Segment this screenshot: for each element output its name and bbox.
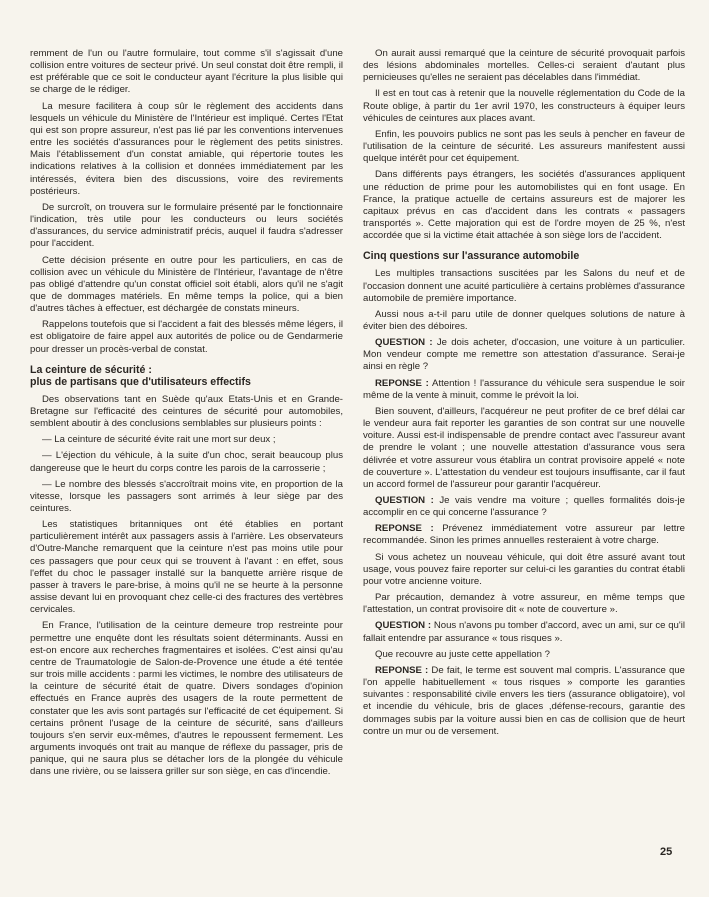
answer-text: Bien souvent, d'ailleurs, l'acquéreur ne peut profiter de ce bref délai car le vendeur aura fait reporter les garanties de son contrat sur une nouvelle voiture. Aussi est-il indispensable de prendre contact avec l'assureur avant de prendre le volant ; une nouvelle attestation d'assurance vous sera délivrée et votre assureur vous établira un contrat provisoire appelé « note de couverture ». L'attestation du vendeur est toujours insuffisante, car il faut un accord formel de l'assureur pour garantir l'acquéreur. — [363, 405, 685, 490]
answer-text: Attention ! l'assurance du véhicule sera suspendue le soir même de la vente à minuit, comme le prévoit la loi. — [363, 377, 685, 401]
question-text: Nous n'avons pu tomber d'accord, avec un ami, sur ce qu'il fallait entendre par assurance « tous risques ». — [363, 620, 685, 644]
paragraph: On aurait aussi remarqué que la ceinture de sécurité provoquait parfois des lésions abdominales mortelles. Celles-ci seraient d'autant plus pernicieuses qu'elles ne seraient pas décelables dans l'immédiat. — [363, 48, 685, 84]
paragraph: Les statistiques britanniques ont été établies en portant particulièrement intérêt aux passagers assis à l'arrière. Les observateurs d'Outre-Manche remarquent que la ceinture n'est pas moins utile pour ces passagers que pour ceux qui se trouvent à l'avant : en effet, sous l'effet du choc le passager installé sur la banquette arrière risque de passer à travers le pare-brise, à moins qu'il ne se heurte à la personne assise devant lui en provoquant chez celle-ci des fractures des vertèbres cervicales. — [30, 519, 343, 616]
paragraph — [363, 649, 685, 661]
list-item: — La ceinture de sécurité évite rait une mort sur deux ; — [42, 434, 276, 446]
paragraph — [363, 406, 685, 491]
heading-line: plus de partisans que d'utilisateurs effectifs — [30, 375, 251, 388]
answer-text: De fait, le terme est souvent mal compris. L'assurance que l'on appelle habituellement « tous risques » comporte les garanties suivantes : responsabilité civile envers les tiers (assurance obligatoire), vol et incendie du véhicule, bris de glaces ,défense-recours, garantie des dommages subis par la voiture aussi bien en cas de collision que de heurt contre un mur ou de versement. — [363, 664, 685, 737]
answer-text: Par précaution, demandez à votre assureur, en même temps que l'attestation, un contrat provisoire dit « note de couverture ». — [363, 592, 685, 616]
qa-answer — [363, 523, 685, 547]
paragraph: Enfin, les pouvoirs publics ne sont pas les seuls à pencher en faveur de l'utilisation de la ceinture de sécurité. Les assureurs manifestent aussi quelque intérêt pour cet équipement. — [363, 128, 685, 165]
qa-question — [363, 620, 685, 644]
paragraph: Les multiples transactions suscitées par les Salons du neuf et de l'occasion donnent une acuité particulière à certains problèmes d'assurance automobile de première importance. — [363, 268, 685, 304]
answer-label: REPONSE : — [375, 523, 434, 535]
page-number: 25 — [660, 846, 673, 858]
paragraph: Rappelons toutefois que si l'accident a fait des blessés même légers, il est obligatoire de faire appel aux autorités de police ou de Gendarmerie pour dresser un procès-verbal de constat. — [30, 319, 343, 355]
question-label: QUESTION : — [375, 495, 434, 506]
paragraph: En France, l'utilisation de la ceinture demeure trop restreinte pour permettre une enquête dont les résultats soient déterminants. Aussi en est-on encore aux recherches fragmentaires et isolées. C'est ainsi qu'au centre de Traumatologie de Salon-de-Provence une étude a été tentée sur trois mille accidents : parmi les victimes, le nombre des utilisateurs de la ceinture de sécurité était de quatre. Divers sondages d'opinion effectués en France auprès des usagers de la route permettent de constater que les avis sont partagés sur l'efficacité de cet équipement. Si certains prônent l'usage de la ceinture de sécurité, sans d'ailleurs toujours s'en servir eux-mêmes, d'autres le repoussent fermement. Les arguments invoqués ont trait au manque de réflexe du passager, pris de panique, qui ne saura plus se détacher lors de la plongée du véhicule dans une rivière, ou se laissera griller sur son siège, en cas d'incendie. — [30, 620, 343, 778]
qa-question — [363, 495, 685, 519]
answer-label: REPONSE : — [375, 664, 429, 676]
right-column — [363, 48, 685, 742]
qa-answer — [363, 665, 685, 738]
paragraph: De surcroît, on trouvera sur le formulaire présenté par le fonctionnaire l'indication, très utile pour les conducteurs ou leurs sociétés d'assurances, du service administratif précis, auquel il faudra s'adresser pour l'accident. — [30, 201, 343, 250]
paragraph: Des observations tant en Suède qu'aux Etats-Unis et en Grande-Bretagne sur l'efficacité des ceintures de sécurité pour automobiles, semblent aboutir à des conclusions semblables sur plusieurs points : — [30, 393, 343, 430]
paragraph — [363, 592, 685, 616]
section-heading-seatbelt — [30, 364, 343, 388]
paragraph: Cette décision présente en outre pour les particuliers, en cas de collision avec un véhicule du Ministère de l'Intérieur, l'avantage de n'être pas obligé d'attendre qu'un constat officiel soit établi, alors qu'il ne s'agit que de dommages matériels. En même temps la police, qui a bien d'autres tâches à effectuer, est déchargée de constats mineurs. — [30, 254, 343, 315]
question-text: Je vais vendre ma voiture ; quelles formalités dois-je accomplir en ce qui concerne l'assurance ? — [363, 495, 685, 519]
left-column — [30, 48, 343, 782]
list-item: — L'éjection du véhicule, à la suite d'un choc, serait beaucoup plus dangereuse que le heurt du corps contre les parois de la carrosserie ; — [30, 450, 343, 474]
question-label: QUESTION : — [375, 337, 433, 349]
question-label: QUESTION : — [375, 620, 432, 632]
answer-text: Prévenez immédiatement votre assureur par lettre recommandée. Sinon les primes annuelles resteraient à votre charge. — [363, 523, 685, 547]
question-text: Que recouvre au juste cette appellation ? — [375, 648, 550, 660]
paragraph: remment de l'un ou l'autre formulaire, tout comme s'il s'agissait d'une collision entre voitures de secteur privé. Un seul constat doit être rempli, il est préférable que ce soit le conducteur ayant l'écriture la plus lisible qui se charge de le rédiger. — [30, 48, 344, 96]
question-text: Je dois acheter, d'occasion, une voiture à un particulier. Mon vendeur compte me remettre son attestation d'assurance. Serai-je ainsi en règle ? — [363, 337, 685, 373]
list-item: — Le nombre des blessés s'accroîtrait moins vite, en proportion de la vitesse, lorsque les passagers sont arrimés à leur siège par des ceintures. — [30, 478, 343, 514]
section-heading-insurance: Cinq questions sur l'assurance automobile — [363, 250, 580, 263]
answer-text: Si vous achetez un nouveau véhicule, qui doit être assuré avant tout usage, vous pouvez faire reporter sur celui-ci les garanties du contrat établi pour votre ancienne voiture. — [363, 551, 685, 587]
paragraph: La mesure facilitera à coup sûr le règlement des accidents dans lesquels un véhicule du Ministère de l'Intérieur est impliqué. Certes l'Etat qui est son propre assureur, n'est pas lié par les conventions intervenues entre les sociétés d'assurances pour le règlement des petits sinistres. Mais l'établissement d'un constat amiable, qui répertorie toutes les indications relatives à la collision et données immédiatement par les intéressés, évitera bien des discussions, voire des revirements postérieurs. — [30, 100, 343, 197]
paragraph: Aussi nous a-t-il paru utile de donner quelques solutions de nature à éviter bien des déboires. — [363, 308, 685, 332]
answer-label: REPONSE : — [375, 377, 429, 389]
qa-question — [363, 337, 685, 373]
paragraph: Il est en tout cas à retenir que la nouvelle réglementation du Code de la Route oblige, à partir du 1er avril 1970, les constructeurs à équiper leurs véhicules de ceintures aux places avant. — [363, 88, 685, 124]
paragraph — [363, 552, 685, 588]
qa-answer — [363, 378, 685, 402]
heading-line: La ceinture de sécurité : — [30, 363, 152, 376]
paragraph: Dans différents pays étrangers, les sociétés d'assurances appliquent une réduction de prime pour les automobilistes qui en font usage. En France, la pratique actuelle de certains assureurs est de majorer les capitaux prévus en cas d'accident dans les contrats « passagers transportés ». Cette majoration qui est de l'ordre moyen de 25 %, n'est accordée que si la victime était attachée à son siège lors de l'accident. — [363, 169, 685, 242]
